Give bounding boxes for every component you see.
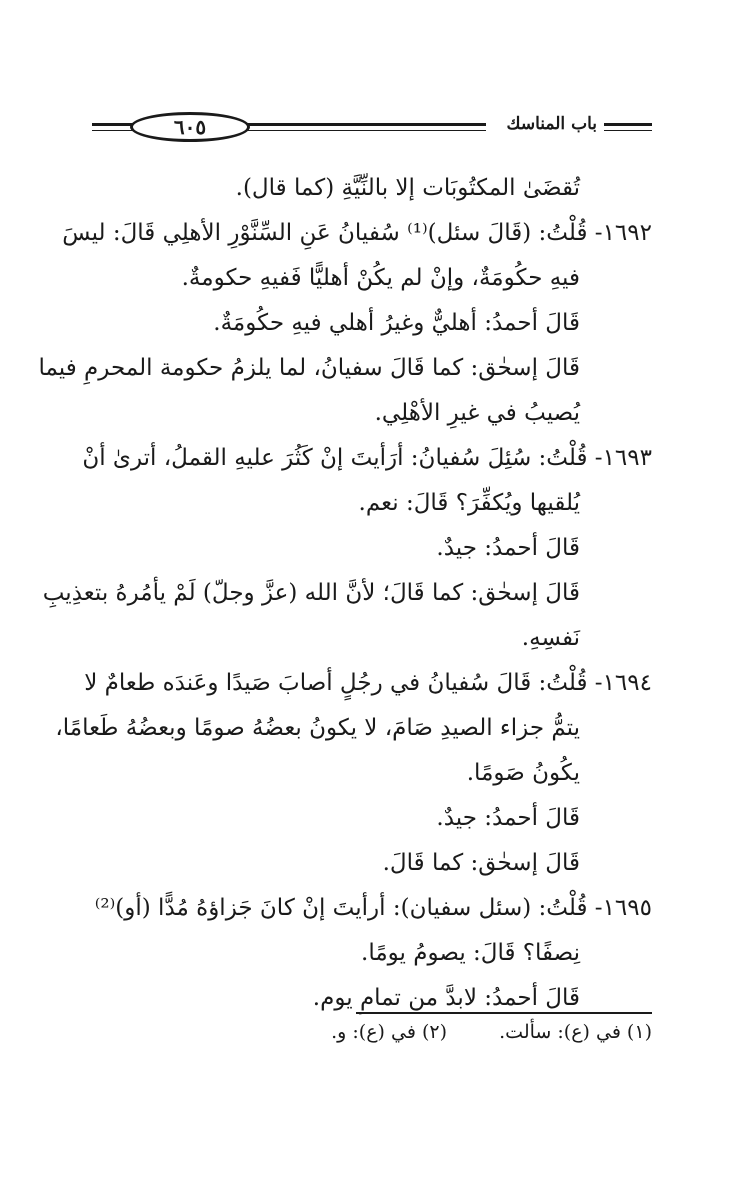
chapter-title: باب المناسك	[506, 114, 597, 134]
header-rule-middle-thin	[242, 130, 486, 131]
header-rule-right-thin	[604, 130, 652, 131]
footnote-divider	[356, 1012, 652, 1014]
text-line: يُصيبُ في غيرِ الأهْلِي.	[374, 400, 580, 426]
text-line: قَالَ إسحٰق: كما قَالَ؛ لأنَّ الله (عزَّ وجلّ) لَمْ يأمُرهُ بتعذِيبِ	[42, 580, 580, 606]
text-line: يتمُّ جزاء الصيدِ صَامَ، لا يكونُ بعضُهُ صومًا وبعضُهُ طَعامًا،	[55, 715, 580, 741]
text-line: ١٦٩٢- قُلْتُ: (قَالَ سئل)⁽¹⁾ سُفيانُ عَنِ السِّنَّوْرِ الأهلِي قَالَ: ليسَ	[62, 220, 652, 246]
text-line: قَالَ إسحٰق: كما قَالَ سفيانُ، لما يلزمُ حكومة المحرمِ فيما	[38, 355, 580, 381]
text-line: نِصفًا؟ قَالَ: يصومُ يومًا.	[361, 940, 580, 966]
text-line: ١٦٩٣- قُلْتُ: سُئِلَ سُفيانُ: أرَأيتَ إنْ كَثُرَ عليهِ القملُ، أترىٰ أنْ	[82, 445, 652, 471]
page-number: ٦٠٥	[130, 112, 250, 142]
text-line: قَالَ إسحٰق: كما قَالَ.	[382, 850, 580, 876]
header-rule-left-thin	[92, 130, 136, 131]
text-line: ١٦٩٥- قُلْتُ: (سئل سفيان): أرأيتَ إنْ كانَ جَزاؤهُ مُدًّا (أو)⁽²⁾	[94, 895, 652, 921]
header-rule-right	[604, 123, 652, 126]
page-header	[92, 110, 652, 146]
footnotes	[100, 1016, 652, 1048]
text-line: نَفسِهِ.	[521, 625, 580, 651]
text-line: فيهِ حكُومَةٌ، وإنْ لم يكُنْ أهليًّا فَفيهِ حكومةٌ.	[181, 265, 580, 291]
text-line: قَالَ أحمدُ: أهليٌّ وغيرُ أهلي فيهِ حكُومَةٌ.	[213, 310, 580, 336]
text-line: يكُونُ صَومًا.	[466, 760, 580, 786]
text-line: تُقضَىٰ المكتُوبَات إلا بالنِّيَّةِ (كما قال).	[235, 175, 580, 201]
text-line: يُلقيها ويُكفِّرَ؟ قَالَ: نعم.	[358, 490, 580, 516]
footnote-1: (١) في (ع): سألت.	[499, 1021, 652, 1043]
header-rule-middle	[242, 123, 486, 126]
main-text	[38, 166, 652, 1021]
text-line: ١٦٩٤- قُلْتُ: قَالَ سُفيانُ في رجُلٍ أصابَ صَيدًا وعَندَه طعامٌ لا	[84, 670, 652, 696]
text-line: قَالَ أحمدُ: جيدٌ.	[436, 535, 580, 561]
text-line: قَالَ أحمدُ: جيدٌ.	[436, 805, 580, 831]
text-line: قَالَ أحمدُ: لابدَّ من تمامِ يوم.	[312, 985, 580, 1011]
footnote-2: (٢) في (ع): و.	[331, 1021, 447, 1043]
